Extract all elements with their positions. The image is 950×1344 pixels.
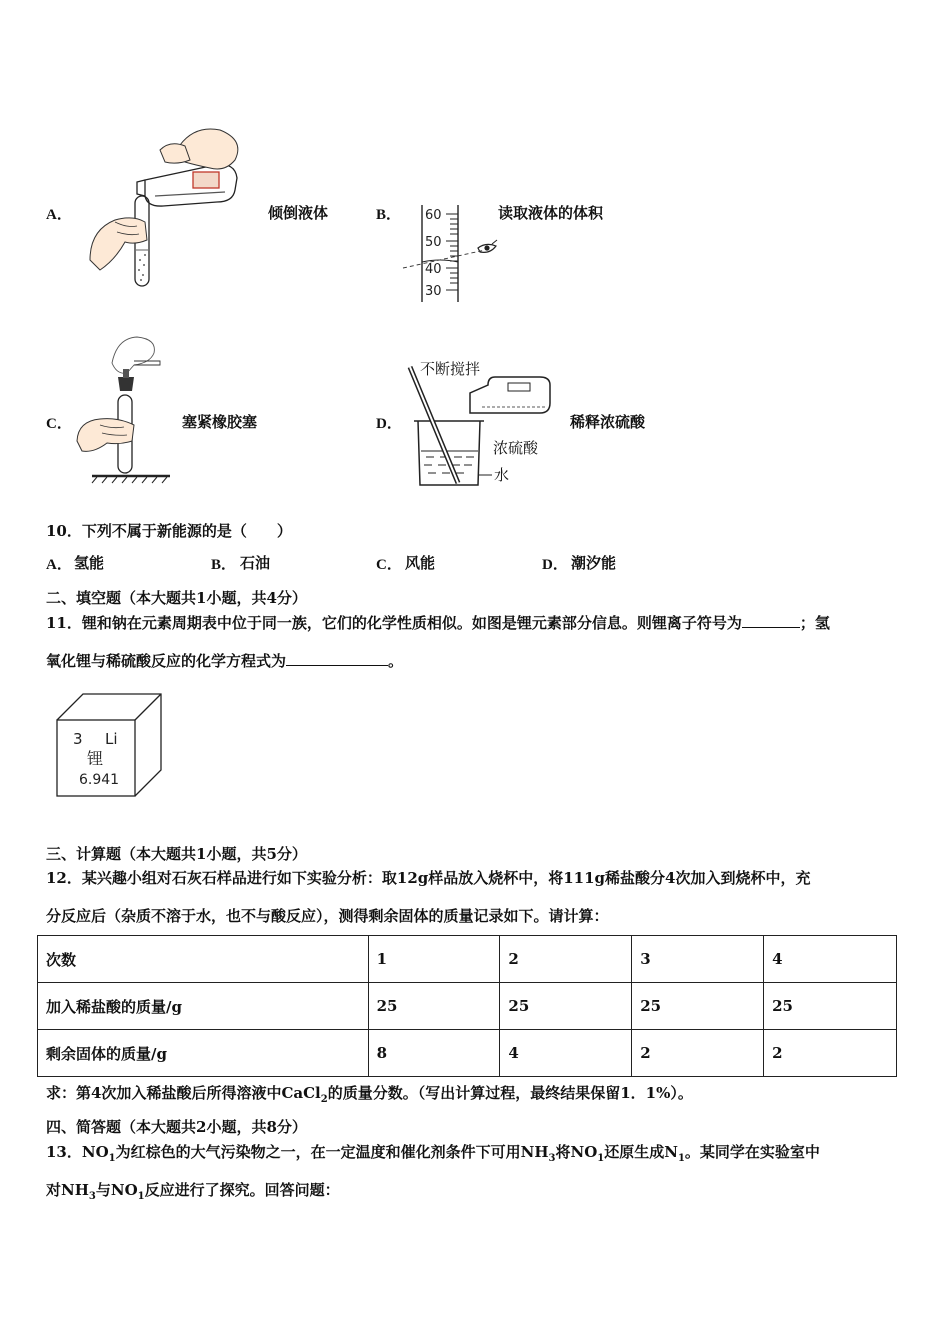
option-letter-c: C． [46, 416, 72, 432]
section-heading-short-answer: 四、简答题（本大题共2小题，共8分） [46, 1118, 307, 1136]
section-heading-fill-in: 二、填空题（本大题共1小题，共4分） [46, 589, 307, 607]
table-cell: 4 [500, 1030, 632, 1077]
q12-ask-text-end: 的质量分数。（写出计算过程，最终结果保留1．1%）。 [327, 1084, 693, 1102]
answer-blank-ion[interactable] [742, 613, 800, 628]
q11-text1: 11．锂和钠在元素周期表中位于同一族，它们的化学性质相似。如图是锂元素部分信息。则锂离子符号为 [46, 614, 742, 632]
table-cell: 1 [368, 936, 500, 983]
q11-text2-end: 。 [388, 652, 404, 670]
table-cell: 3 [632, 936, 764, 983]
q13-text: 13．NO [46, 1143, 109, 1161]
option-label-c: 塞紧橡胶塞 [182, 413, 258, 431]
q10-option-letter-d: D． [542, 557, 568, 573]
cylinder-mark-60: 60 [425, 208, 442, 223]
q13-sub: 3 [88, 1191, 96, 1202]
atomic-number: 3 [73, 730, 83, 748]
table-cell: 25 [368, 983, 500, 1030]
q12-ask-text: 求：第4次加入稀盐酸后所得溶液中CaCl [46, 1084, 321, 1102]
acid-label: 浓硫酸 [493, 439, 539, 457]
q11-line1 [46, 612, 830, 633]
section-heading-calculation: 三、计算题（本大题共1小题，共5分） [46, 845, 307, 863]
q12-ask-sub: 2 [320, 1094, 328, 1105]
table-cell: 25 [500, 983, 632, 1030]
q13-line1 [46, 1141, 820, 1164]
q10-option-c: 风能 [405, 554, 436, 572]
table-cell: 25 [764, 983, 897, 1030]
table-cell: 25 [632, 983, 764, 1030]
cylinder-mark-30: 30 [425, 284, 442, 299]
table-cell: 剩余固体的质量/g [38, 1030, 369, 1077]
figure-pouring-liquid [85, 110, 245, 295]
q12-ask [46, 1082, 693, 1105]
q11-line2 [46, 650, 403, 671]
q13-text: 反应进行了探究。回答问题： [144, 1181, 340, 1199]
figure-graduated-cylinder [400, 200, 505, 305]
table-cell: 次数 [38, 936, 369, 983]
table-cell: 2 [500, 936, 632, 983]
experiment-table [37, 935, 897, 1077]
q13-text: 还原生成N [604, 1143, 678, 1161]
q10-option-a: 氢能 [74, 554, 105, 572]
lithium-element-card [55, 692, 165, 798]
option-letter-d: D． [376, 416, 402, 432]
figure-dilute-acid [400, 355, 560, 490]
option-letter-a: A． [46, 207, 72, 223]
element-symbol: Li [105, 730, 118, 748]
q10-option-b: 石油 [240, 554, 271, 572]
stir-label: 不断搅拌 [420, 360, 481, 378]
table-cell: 2 [764, 1030, 897, 1077]
q13-text: 为红棕色的大气污染物之一，在一定温度和催化剂条件下可用NH [115, 1143, 549, 1161]
q13-text: 。某同学在实验室中 [684, 1143, 820, 1161]
table-header-row [38, 936, 897, 983]
atomic-mass: 6.941 [79, 772, 120, 788]
table-row [38, 1030, 897, 1077]
option-letter-b: B． [376, 207, 402, 223]
q10-option-letter-c: C． [376, 557, 402, 573]
q12-line1: 12．某兴趣小组对石灰石样品进行如下实验分析：取12g样品放入烧杯中，将111g稀盐酸分4次加入到烧杯中，充 [46, 869, 811, 887]
q13-sub: 1 [137, 1191, 145, 1202]
table-cell: 加入稀盐酸的质量/g [38, 983, 369, 1030]
figure-rubber-stopper [72, 333, 172, 485]
element-name: 锂 [87, 749, 104, 768]
q13-text: 将NO [555, 1143, 598, 1161]
table-cell: 4 [764, 936, 897, 983]
water-label: 水 [494, 466, 510, 484]
q13-sub: 1 [677, 1153, 685, 1164]
q12-line2: 分反应后（杂质不溶于水，也不与酸反应），测得剩余固体的质量记录如下。请计算： [46, 907, 609, 925]
q13-text: 与NO [95, 1181, 138, 1199]
q13-sub: 1 [108, 1153, 116, 1164]
table-cell: 2 [632, 1030, 764, 1077]
q13-line2 [46, 1179, 340, 1202]
q10-option-d: 潮汐能 [571, 554, 617, 572]
option-label-a: 倾倒液体 [268, 204, 329, 222]
cylinder-mark-40: 40 [425, 262, 442, 277]
q11-text1-end: ；氢 [799, 614, 830, 632]
table-row [38, 983, 897, 1030]
option-label-d: 稀释浓硫酸 [570, 413, 646, 431]
answer-blank-equation[interactable] [286, 651, 388, 666]
q10-option-letter-a: A． [46, 557, 72, 573]
q10-stem: 10．下列不属于新能源的是（ ） [46, 522, 292, 540]
option-label-b: 读取液体的体积 [498, 204, 604, 222]
q10-option-letter-b: B． [211, 557, 237, 573]
q13-sub: 1 [597, 1153, 605, 1164]
q13-sub: 3 [548, 1153, 556, 1164]
cylinder-mark-50: 50 [425, 235, 442, 250]
q11-text2: 氧化锂与稀硫酸反应的化学方程式为 [46, 652, 287, 670]
q13-text: 对NH [46, 1181, 89, 1199]
table-cell: 8 [368, 1030, 500, 1077]
